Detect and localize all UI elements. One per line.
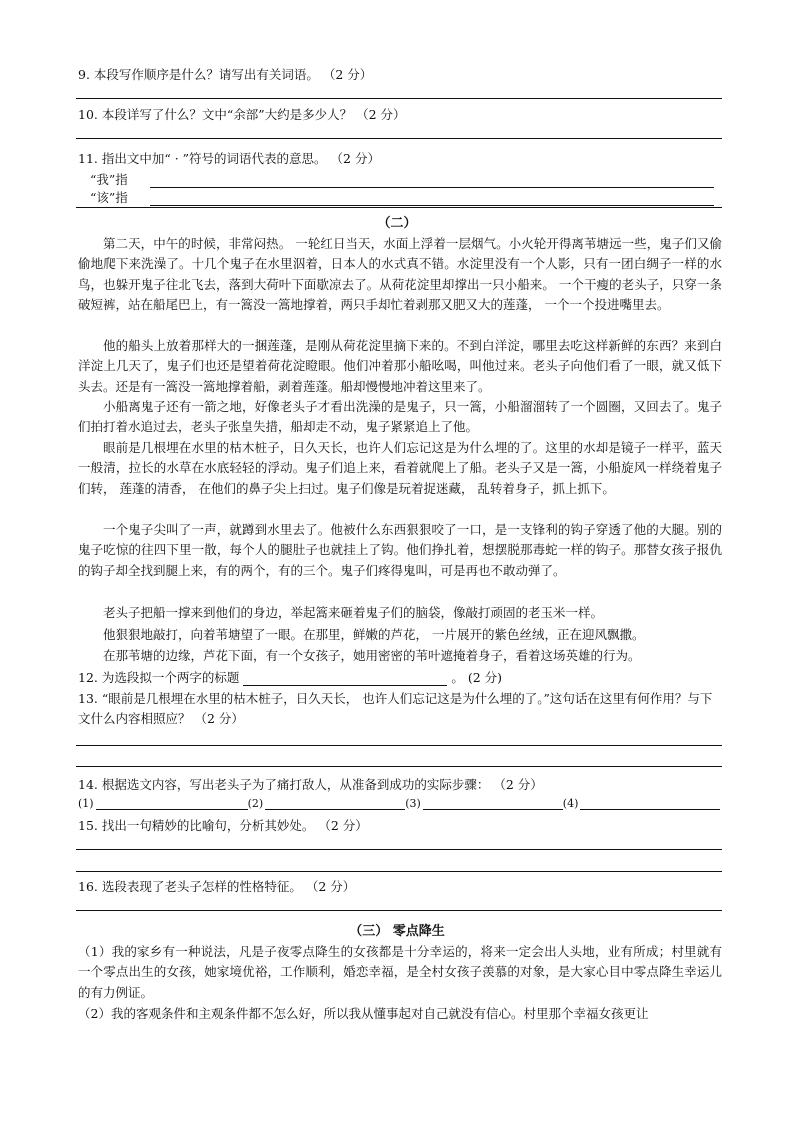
q14-steps: [78, 797, 720, 810]
q12-title-blank[interactable]: [243, 673, 447, 686]
passage-paragraph-8: 在那苇塘的边缘，芦花下面，有一个女孩子，她用密密的苇叶遮掩着身子，看着这场英雄的行为。: [103, 648, 641, 663]
passage-paragraph-6: 老头子把船一撑来到他们的身边，举起篙来砸着鬼子们的脑袋，像敲打顽固的老玉米一样。: [103, 605, 604, 620]
question-11: 11. 指出文中加“ · ”符号的词语代表的意思。 （2 分）: [78, 151, 380, 166]
q12-score: 。 (2 分): [451, 670, 503, 685]
step-4-label: (4): [562, 797, 579, 810]
step-1-answer-line[interactable]: [96, 797, 248, 810]
step-3-answer-line[interactable]: [423, 797, 563, 810]
q11-wo-label: “我”指: [90, 172, 128, 187]
q11-gai-label: “该”指: [90, 190, 128, 205]
question-12: [78, 670, 502, 686]
section-3-title: （三） 零点降生: [349, 924, 445, 939]
answer-line-13a[interactable]: [76, 745, 722, 746]
step-2-label: (2): [247, 797, 264, 810]
q12-prompt: 12. 为选段拟一个两字的标题: [78, 670, 240, 685]
question-13: 13. “眼前是几根埋在水里的枯木桩子，日久天长， 也许人们忘记这是为什么埋的了。”这句话在这里有何作用？与下文什么内容相照应？ （2 分）: [78, 691, 713, 726]
q11-gai-answer-line[interactable]: [150, 191, 714, 206]
passage-paragraph-3: 小船离鬼子还有一箭之地，好像老头子才看出洗澡的是鬼子，只一篙，小船溜溜转了一个圆圈，又回去了。鬼子们拍打着水追过去，老头子张皇失措，船却走不动，鬼子紧紧追上了他。: [78, 399, 722, 435]
step-2-answer-line[interactable]: [265, 797, 405, 810]
q11-wo-row: [90, 170, 714, 188]
answer-line-15a[interactable]: [76, 849, 722, 850]
answer-line-16[interactable]: [76, 910, 722, 911]
section-3-paragraph-1: （1）我的家乡有一种说法，凡是子夜零点降生的女孩都是十分幸运的，将来一定会出人头地，业有所成；村里就有一个零点出生的女孩，她家境优裕，工作顺利，婚恋幸福，是全村女孩子羡慕的对象，是大家心目中零点降生幸运儿的有力例证。: [78, 944, 722, 1000]
step-4-answer-line[interactable]: [580, 797, 720, 810]
step-1-label: (1): [78, 797, 94, 810]
passage-paragraph-5: 一个鬼子尖叫了一声，就蹲到水里去了。他被什么东西狠狠咬了一口，是一支锋利的钩子穿透了他的大腿。别的鬼子吃惊的往四下里一散，每个人的腿肚子也就挂上了钩。他们挣扎着，想摆脱那毒蛇一样的钩子。那替女孩子报仇的钩子却全找到腿上来，有的两个，有的三个。鬼子们疼得鬼叫，可是再也不敢动弹了。: [78, 522, 722, 578]
section-divider: [76, 207, 722, 208]
passage-paragraph-7: 他狠狠地敲打，向着苇塘望了一眼。在那里，鲜嫩的芦花， 一片展开的紫色丝绒，正在迎风飘撒。: [103, 627, 645, 642]
q11-wo-answer-line[interactable]: [150, 173, 714, 188]
section-2-title: （二）: [377, 216, 417, 231]
question-15: 15. 找出一句精妙的比喻句，分析其妙处。 （2 分）: [78, 818, 368, 833]
step-3-label: (3): [405, 797, 421, 810]
passage-paragraph-2: 他的船头上放着那样大的一捆莲蓬，是刚从荷花淀里摘下来的。不到白洋淀，哪里去吃这样新鲜的东西？来到白洋淀上几天了，鬼子们也还是望着荷花淀瞪眼。他们冲着那小船吆喝，叫他过来。老头子向他们看了一眼，就又低下头去。还是有一篙没一篙地撑着船，剥着莲蓬。船却慢慢地冲着这里来了。: [78, 338, 722, 394]
answer-line-10[interactable]: [76, 138, 722, 139]
answer-line-13b[interactable]: [76, 766, 722, 767]
section-3-paragraph-2: （2）我的客观条件和主观条件都不怎么好，所以我从懂事起对自己就没有信心。村里那个幸福女孩更让: [78, 1006, 649, 1021]
q11-gai-row: [90, 188, 714, 206]
passage-paragraph-1: 第二天，中午的时候，非常闷热。 一轮红日当天，水面上浮着一层烟气。小火轮开得离苇塘远一些，鬼子们又偷偷地爬下来洗澡了。十几个鬼子在水里泅着，日本人的水式真不错。水淀里没有一个人影，只有一团白绸子一样的水鸟，也躲开鬼子往北飞去，落到大荷叶下面歇凉去了。从荷花淀里却撑出一只小船来。 一个干瘦的老头子，只穿一条破短裤，站在船尾巴上，有一篙没一篙地撑着，两只手却忙着剥那又肥又大的莲蓬， 一个一个投进嘴里去。: [78, 236, 722, 313]
question-10: 10. 本段详写了什么？文中“余部”大约是多少人？ （2 分）: [78, 107, 406, 122]
answer-line-9[interactable]: [76, 98, 722, 99]
question-16: 16. 选段表现了老头子怎样的性格特征。 （2 分）: [78, 879, 356, 894]
answer-line-15b[interactable]: [76, 871, 722, 872]
passage-paragraph-4: 眼前是几根埋在水里的枯木桩子，日久天长，也许人们忘记这是为什么埋的了。这里的水却是镜子一样平，蓝天一般清，拉长的水草在水底轻轻的浮动。鬼子们追上来，看着就爬上了船。老头子又是一篙，小船旋风一样绕着鬼子们转， 莲蓬的清香， 在他们的鼻子尖上扫过。鬼子们像是玩着捉迷藏， 乱转着身子，抓上抓下。: [78, 440, 722, 496]
question-14: 14. 根据选文内容，写出老头子为了痛打敌人，从准备到成功的实际步骤： （2 分）: [78, 777, 543, 792]
question-9: 9. 本段写作顺序是什么？请写出有关词语。 （2 分）: [78, 67, 373, 82]
